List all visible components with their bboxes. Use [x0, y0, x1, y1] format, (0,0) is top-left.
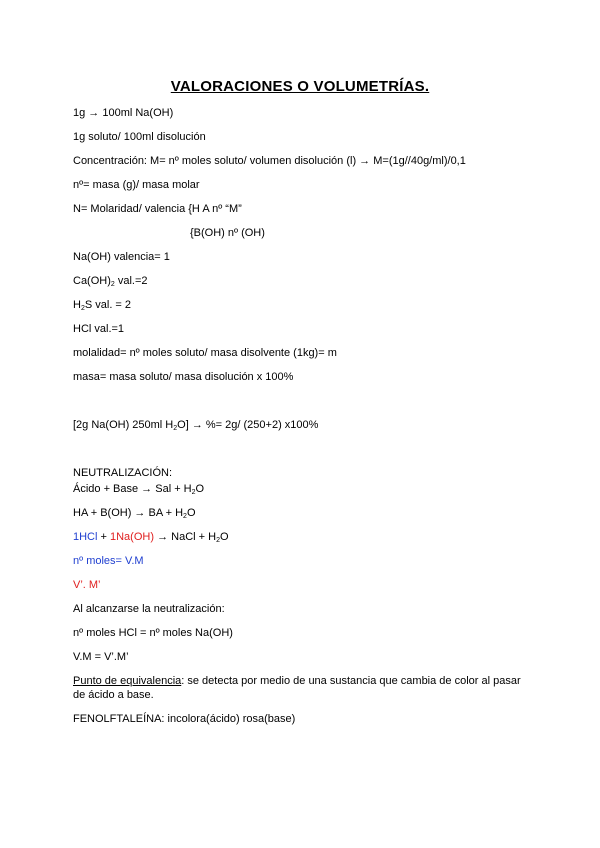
line-normalidad: N= Molaridad/ valencia {H A nº “M” [73, 203, 242, 215]
line-moles: nº= masa (g)/ masa molar [73, 179, 200, 191]
line-ha-boh: HA + B(OH) → BA + $H_2O$ [73, 507, 196, 520]
heading-neutralizacion: NEUTRALIZACIÓN: [73, 467, 173, 479]
paragraph-punto-equivalencia: Punto de equivalencia: se detecta por medio de una sustancia que cambia de color al pasar de ácido a base. [73, 675, 521, 701]
line-reaccion-hcl-naoh: 1HCl + 1Na(OH) → NaCl + $H_2O$ [73, 531, 229, 544]
line-2: 1g soluto/ 100ml disolución [73, 131, 206, 143]
line-caoh2-valencia: $Ca(OH)_2$ val.=2 [73, 275, 148, 288]
line-ejemplo-porcentaje: [2g Na(OH) 250ml $H_2O$] → %= 2g/ (250+2) x100% [73, 419, 319, 432]
line-hcl-valencia: HCl val.=1 [73, 323, 125, 335]
line-h2s-valencia: $H_2S$ val. = 2 [73, 299, 132, 312]
page-title: VALORACIONES O VOLUMETRÍAS. [170, 78, 430, 95]
line-normalidad-base: {B(OH) nº (OH) [190, 227, 265, 239]
line-naoh-valencia: Na(OH) valencia= 1 [73, 251, 170, 263]
line-vm-igualdad: V.M = V’.M’ [73, 651, 129, 663]
line-1: 1g → 100ml Na(OH) [73, 107, 174, 119]
line-fenolftaleina: FENOLFTALEÍNA: incolora(ácido) rosa(base) [73, 713, 296, 725]
line-vprima-mprima: V’. M’ [73, 579, 101, 591]
line-masa-porcentaje: masa= masa soluto/ masa disolución x 100% [73, 371, 294, 383]
line-igualdad-moles: nº moles HCl = nº moles Na(OH) [73, 627, 233, 639]
line-concentracion: Concentración: M= nº moles soluto/ volumen disolución (l) → M=(1g//40g/ml)/0,1 [73, 155, 466, 167]
line-al-alcanzarse: Al alcanzarse la neutralización: [73, 603, 225, 615]
line-moles-vm: nº moles= V.M [73, 555, 144, 567]
term-punto-equivalencia: Punto de equivalencia [73, 675, 182, 687]
line-molalidad: molalidad= nº moles soluto/ masa disolvente (1kg)= m [73, 347, 337, 359]
line-acido-base: Ácido + Base → Sal + $H_2O$ [73, 483, 205, 496]
